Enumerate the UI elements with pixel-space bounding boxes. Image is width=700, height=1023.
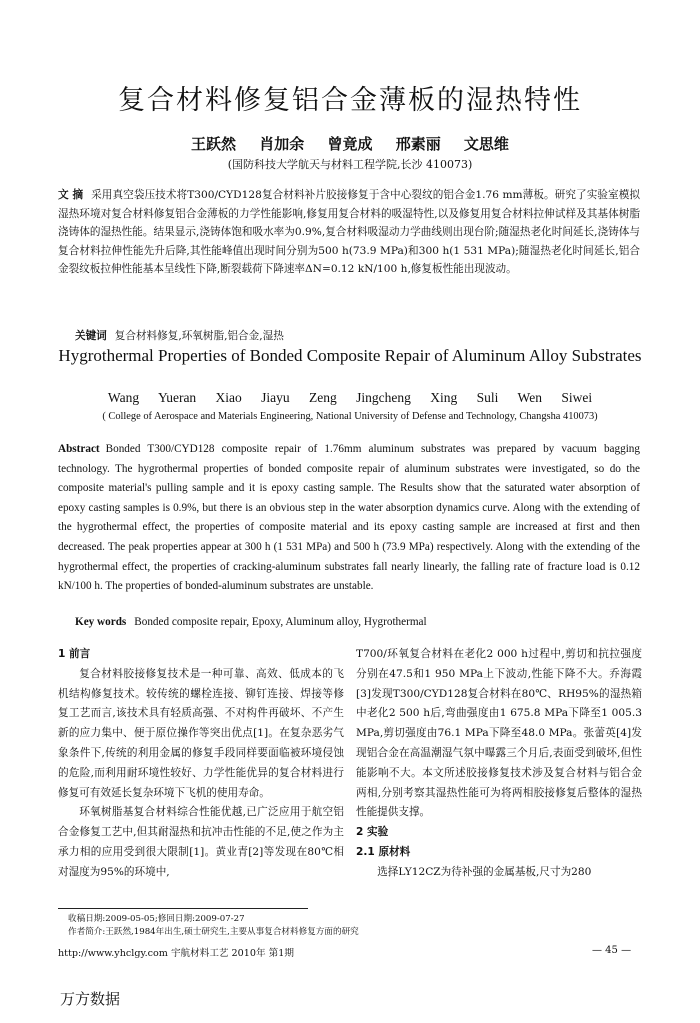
chinese-keywords-text: 复合材料修复,环氧树脂,铝合金,湿热: [114, 330, 284, 342]
section-heading-intro: 1 前言: [58, 648, 91, 660]
chinese-abstract: [58, 186, 640, 279]
english-abstract-text: Bonded T300/CYD128 composite repair of 1.76mm aluminum substrates was prepared by vacuum bagging technology. The hygrothermal properties of bonded composite repair of aluminum substrates were investigated, so do the composite material's pulling sample and it is epoxy casting sample. The Results show that the saturated water absorption of epoxy casting samples is 0.9%, but there is an obvious step in the water absorption dynamics curve. Along with the extending of the hygrothermal effect, the properties of composite material and its epoxy casting sample are increased at first and then decreased. The peak properties appear at 300 h (1 531 MPa) and 500 h (73.9 MPa) respectively. Along with the extending of the hygrothermal effect, the properties of cracking-aluminum substrates fall nearly linearly, the falling rate of fracture load is 0.12 kN/100 h. The properties of bonded-aluminum substrates are unstable.: [58, 443, 640, 593]
paragraph: 复合材料胶接修复技术是一种可靠、高效、低成本的飞机结构修复技术。较传统的螺栓连接、铆钉连接、焊接等修复工艺而言,该技术具有轻质高强、不对构件再破坏、不产生新的应力集中、便于原位操作等突出优点[1]。在复杂恶劣气象条件下,传统的利用金属的修复手段同样要面临被环境侵蚀的危险,而利用耐环境性较好、力学性能优异的复合材料进行修复可有效延长复杂环境下飞机的使用寿命。: [58, 667, 344, 799]
english-keywords-label: Key words: [75, 616, 127, 628]
chinese-keywords: [75, 328, 284, 343]
watermark: 万方数据: [60, 990, 121, 1008]
footnote-author: 作者简介:王跃然,1984年出生,硕士研究生,主要从事复合材料修复方面的研究: [68, 927, 359, 937]
english-affiliation: ( College of Aerospace and Materials Engineering, National University of Defense and Technology, Changsha 410073): [102, 411, 598, 422]
journal-footer: http://www.yhclgy.com 宇航材料工艺 2010年 第1期: [58, 948, 294, 959]
section-heading-experiment: 2 实验: [356, 826, 389, 839]
chinese-abstract-text: 采用真空袋压技术将T300/CYD128复合材料补片胶接修复于含中心裂纹的铝合金1.76 mm薄板。研究了实验室模拟湿热环境对复合材料修复铝合金薄板的力学性能影响,修复用复合材料的吸湿特性,以及修复用复合材料拉伸试样及其基体树脂浇铸体的湿热性能。结果显示,浇铸体饱和吸水率为0.9%,复合材料吸湿动力学曲线则出现台阶;随湿热老化时间延长,浇铸体与复合材料拉伸性能先升后降,其性能峰值出现时间分别为500 h(73.9 MPa)和300 h(1 531 MPa);随湿热老化时间延长,铝合金裂纹板拉伸性能基本呈线性下降,断裂载荷下降速率ΔN=0.12 kN/100 h,修复板性能出现波动。: [58, 189, 640, 276]
footnote-divider: [58, 908, 308, 909]
english-authors: Wang Yueran Xiao Jiayu Zeng Jingcheng Xing Suli Wen Siwei: [107, 390, 593, 405]
english-keywords-text: Bonded composite repair, Epoxy, Aluminum alloy, Hygrothermal: [134, 616, 427, 628]
paragraph: T700/环氧复合材料在老化2 000 h过程中,剪切和抗拉强度分别在47.5和1 950 MPa上下波动,性能下降不大。乔海霞[3]发现T300/CYD128复合材料在80℃、RH95%的湿热箱中老化2 500 h后,弯曲强度由1 675.8 MPa下降至1 005.3 MPa,剪切强度由76.1 MPa下降至48.0 MPa。张蕾英[4]发现铝合金在高温潮湿气氛中曝露三个月后,表面受到破坏,但性能影响不大。本文所述胶接修复技术涉及复合材料与铝合金两相,分别考察其湿热性能可为将两相胶接修复后整体的湿热性能提供支撑。: [356, 648, 642, 819]
chinese-title: 复合材料修复铝合金薄板的湿热特性: [118, 85, 582, 116]
english-title: Hygrothermal Properties of Bonded Composite Repair of Aluminum Alloy Substrates: [58, 346, 642, 365]
footnote-received: 收稿日期:2009-05-05;修回日期:2009-07-27: [68, 914, 245, 924]
subsection-heading-materials: 2.1 原材料: [356, 845, 411, 858]
english-abstract-label: Abstract: [58, 443, 100, 455]
paragraph: 选择LY12CZ为待补强的金属基板,尺寸为280: [377, 865, 592, 878]
english-keywords: [75, 616, 427, 628]
paragraph: 环氧树脂基复合材料综合性能优越,已广泛应用于航空铝合金修复工艺中,但其耐湿热和抗冲击性能的不足,使之作为主承力相的应用受到很大限制[1]。黄业青[2]等发现在80℃相对湿度为95%的环境中,: [58, 806, 344, 878]
body-column-left: [58, 645, 344, 883]
chinese-abstract-label: 文 摘: [58, 189, 84, 201]
english-abstract: [58, 440, 640, 597]
body-column-right: [356, 645, 642, 883]
chinese-affiliation: (国防科技大学航天与材料工程学院,长沙 410073): [227, 158, 473, 171]
chinese-keywords-label: 关键词: [75, 330, 107, 342]
chinese-authors: 王跃然 肖加余 曾竟成 邢素丽 文思维: [191, 135, 509, 153]
page-number: — 45 —: [592, 945, 632, 956]
